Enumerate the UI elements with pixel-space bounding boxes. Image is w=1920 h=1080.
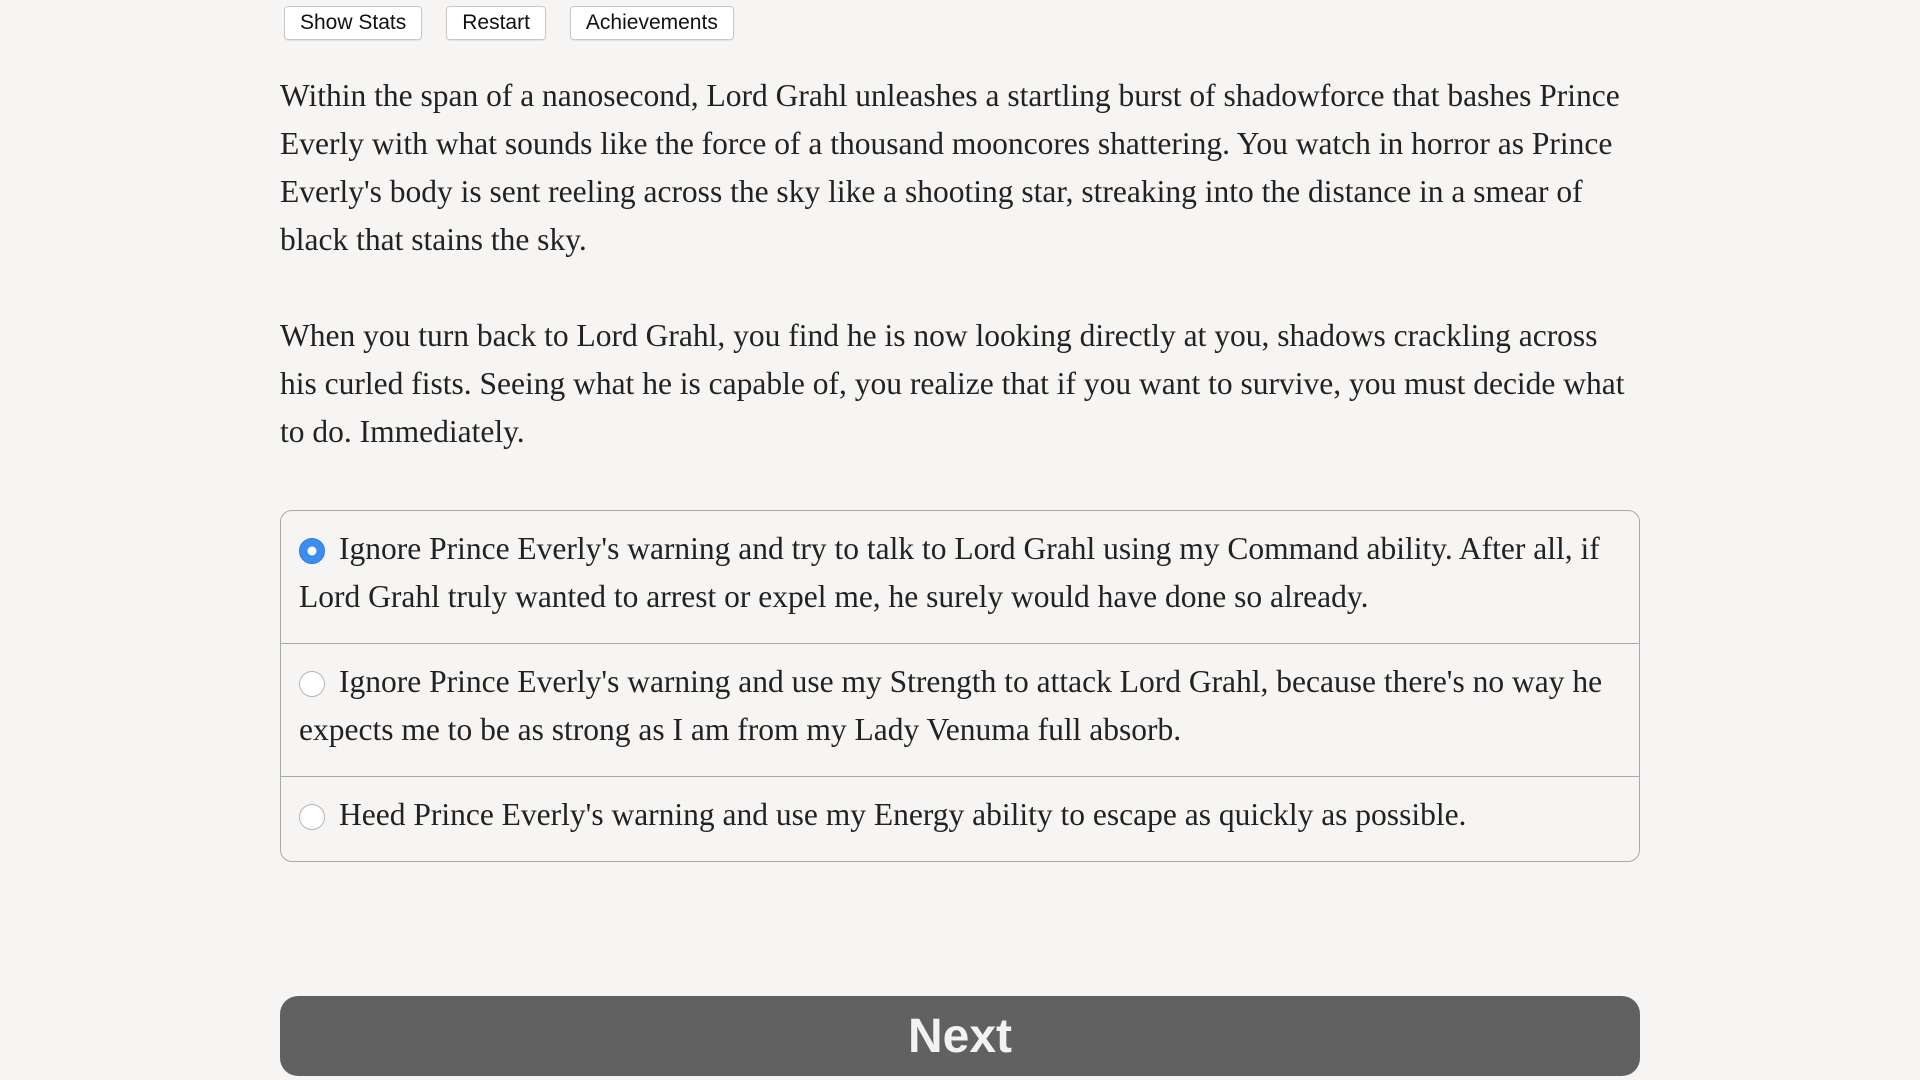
show-stats-button[interactable]: Show Stats xyxy=(284,6,422,40)
toolbar xyxy=(284,6,734,40)
choice-label: Ignore Prince Everly's warning and use my Strength to attack Lord Grahl, because there's no way he expects me to be as strong as I am from my Lady Venuma full absorb. xyxy=(299,664,1603,747)
choice-list xyxy=(280,510,1640,862)
radio-button[interactable] xyxy=(299,804,325,830)
choice-option-energy[interactable] xyxy=(281,777,1639,861)
choice-option-command[interactable] xyxy=(281,511,1639,644)
story-text xyxy=(280,72,1640,504)
choice-option-strength[interactable] xyxy=(281,644,1639,777)
choice-label: Heed Prince Everly's warning and use my Energy ability to escape as quickly as possible. xyxy=(339,797,1467,832)
story-paragraph: When you turn back to Lord Grahl, you find he is now looking directly at you, shadows crackling across his curled fists. Seeing what he is capable of, you realize that if you want to survive, you must decide what to do. Immediately. xyxy=(280,318,1625,449)
next-button[interactable]: Next xyxy=(280,996,1640,1076)
radio-button[interactable] xyxy=(299,671,325,697)
story-paragraph: Within the span of a nanosecond, Lord Grahl unleashes a startling burst of shadowforce that bashes Prince Everly with what sounds like the force of a thousand mooncores shattering. You watch in horror as Prince Everly's body is sent reeling across the sky like a shooting star, streaking into the distance in a smear of black that stains the sky. xyxy=(280,78,1620,257)
radio-button-selected[interactable] xyxy=(299,538,325,564)
restart-button[interactable]: Restart xyxy=(446,6,546,40)
achievements-button[interactable]: Achievements xyxy=(570,6,734,40)
choice-label: Ignore Prince Everly's warning and try to talk to Lord Grahl using my Command ability. After all, if Lord Grahl truly wanted to arrest or expel me, he surely would have done so already. xyxy=(299,531,1600,614)
